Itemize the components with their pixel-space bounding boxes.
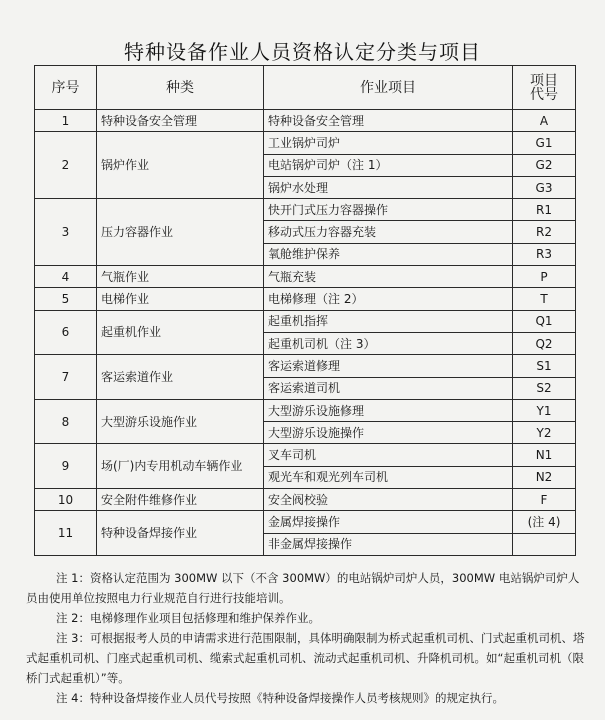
code-cell: N2: [513, 466, 576, 488]
seq-cell: 3: [35, 199, 97, 266]
item-cell: 电梯修理（注 2）: [264, 288, 513, 310]
code-cell: R1: [513, 199, 576, 221]
code-cell: F: [513, 489, 576, 511]
code-cell: R2: [513, 221, 576, 243]
seq-cell: 10: [35, 489, 97, 511]
item-cell: 氧舱维护保养: [264, 243, 513, 265]
item-cell: 起重机司机（注 3）: [264, 332, 513, 354]
category-cell: 压力容器作业: [97, 199, 264, 266]
header-code: [513, 66, 576, 110]
item-cell: 大型游乐设施修理: [264, 399, 513, 421]
seq-cell: 7: [35, 355, 97, 400]
item-cell: 移动式压力容器充装: [264, 221, 513, 243]
header-code-line2: 代号: [530, 86, 558, 103]
category-cell: 锅炉作业: [97, 132, 264, 199]
code-cell: P: [513, 266, 576, 288]
seq-cell: 8: [35, 399, 97, 444]
item-cell: 叉车司机: [264, 444, 513, 466]
table-row: [35, 444, 576, 466]
code-cell: Q2: [513, 332, 576, 354]
item-cell: 特种设备安全管理: [264, 110, 513, 132]
item-cell: 起重机指挥: [264, 310, 513, 332]
table-row: [35, 110, 576, 132]
category-cell: 电梯作业: [97, 288, 264, 310]
item-cell: 金属焊接操作: [264, 511, 513, 533]
table-row: [35, 355, 576, 377]
code-cell: G2: [513, 154, 576, 176]
note-1: 注 1：资格认定范围为 300MW 以下（不含 300MW）的电站锅炉司炉人员，300MW 电站锅炉司炉人员由使用单位按照电力行业规范自行进行技能培训。: [26, 571, 580, 605]
code-cell: (注 4): [513, 511, 576, 533]
header-code-line1: 项目: [530, 72, 558, 89]
code-cell: S2: [513, 377, 576, 399]
seq-cell: 9: [35, 444, 97, 489]
category-cell: 起重机作业: [97, 310, 264, 355]
item-cell: 观光车和观光列车司机: [264, 466, 513, 488]
category-cell: 安全附件维修作业: [97, 489, 264, 511]
item-cell: 客运索道修理: [264, 355, 513, 377]
code-cell: S1: [513, 355, 576, 377]
table-row: [35, 310, 576, 332]
header-seq: 序号: [35, 66, 97, 110]
table-header-row: [35, 66, 576, 110]
category-cell: 大型游乐设施作业: [97, 399, 264, 444]
item-cell: 非金属焊接操作: [264, 533, 513, 555]
category-cell: 气瓶作业: [97, 266, 264, 288]
item-cell: 气瓶充装: [264, 266, 513, 288]
table-row: [35, 132, 576, 154]
item-cell: 锅炉水处理: [264, 176, 513, 198]
page-title: 特种设备作业人员资格认定分类与项目: [124, 40, 481, 64]
header-item: 作业项目: [264, 66, 513, 110]
table-row: [35, 511, 576, 533]
seq-cell: 4: [35, 266, 97, 288]
qualification-table: [34, 65, 576, 556]
code-cell: Y2: [513, 422, 576, 444]
seq-cell: 5: [35, 288, 97, 310]
seq-cell: 1: [35, 110, 97, 132]
code-cell: Q1: [513, 310, 576, 332]
table-row: [35, 288, 576, 310]
item-cell: 工业锅炉司炉: [264, 132, 513, 154]
code-cell: T: [513, 288, 576, 310]
category-cell: 场(厂)内专用机动车辆作业: [97, 444, 264, 489]
item-cell: 大型游乐设施操作: [264, 422, 513, 444]
seq-cell: 6: [35, 310, 97, 355]
code-cell: G1: [513, 132, 576, 154]
item-cell: 安全阀校验: [264, 489, 513, 511]
note-4: 注 4：特种设备焊接作业人员代号按照《特种设备焊接操作人员考核规则》的规定执行。: [56, 691, 504, 705]
notes-section: [26, 568, 586, 708]
code-cell: R3: [513, 243, 576, 265]
category-cell: 特种设备焊接作业: [97, 511, 264, 556]
item-cell: 电站锅炉司炉（注 1）: [264, 154, 513, 176]
seq-cell: 2: [35, 132, 97, 199]
table-row: [35, 399, 576, 421]
header-category: 种类: [97, 66, 264, 110]
category-cell: 客运索道作业: [97, 355, 264, 400]
code-cell: N1: [513, 444, 576, 466]
seq-cell: 11: [35, 511, 97, 556]
table-row: [35, 489, 576, 511]
table-row: [35, 199, 576, 221]
item-cell: 客运索道司机: [264, 377, 513, 399]
table-row: [35, 266, 576, 288]
code-cell: [513, 533, 576, 555]
note-2: 注 2：电梯修理作业项目包括修理和维护保养作业。: [56, 611, 320, 625]
category-cell: 特种设备安全管理: [97, 110, 264, 132]
code-cell: A: [513, 110, 576, 132]
code-cell: Y1: [513, 399, 576, 421]
note-3: 注 3：可根据报考人员的申请需求进行范围限制，具体明确限制为桥式起重机司机、门式起重机司机、塔式起重机司机、门座式起重机司机、缆索式起重机司机、流动式起重机司机、升降机司机。如“起重机司机（限桥门式起重机）”等。: [26, 631, 585, 685]
item-cell: 快开门式压力容器操作: [264, 199, 513, 221]
code-cell: G3: [513, 176, 576, 198]
